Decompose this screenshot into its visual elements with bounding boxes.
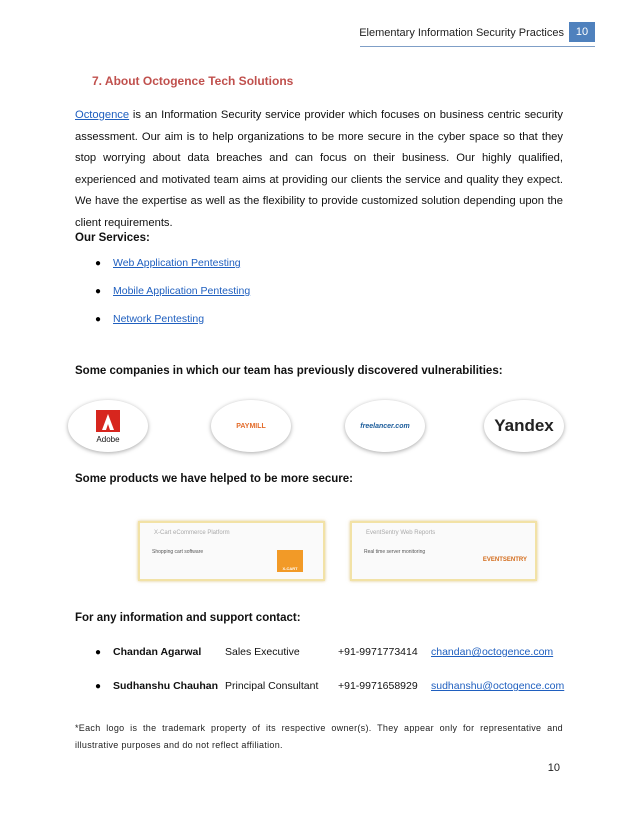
- companies-heading: Some companies in which our team has previously discovered vulnerabilities:: [75, 365, 503, 377]
- bullet-icon: ●: [95, 647, 102, 658]
- products-heading: Some products we have helped to be more secure:: [75, 473, 353, 485]
- bullet-icon: ●: [95, 286, 102, 297]
- product-subtitle: Shopping cart software: [152, 549, 204, 555]
- paymill-logo-text: PAYMILL: [236, 422, 266, 430]
- contact-phone: +91-9971658929: [338, 680, 418, 692]
- contact-name: Chandan Agarwal: [113, 646, 202, 658]
- contact-role: Principal Consultant: [225, 680, 319, 692]
- contact-heading: For any information and support contact:: [75, 612, 301, 624]
- about-paragraph: [75, 105, 563, 234]
- list-item: [95, 680, 565, 694]
- product-subtitle: Real time server monitoring: [364, 549, 426, 555]
- eventsentry-badge-text: EVENTSENTRY: [482, 557, 527, 563]
- header-rule: [360, 46, 595, 47]
- footer-page-number: 10: [547, 762, 560, 774]
- product-card-xcart: [138, 521, 325, 581]
- page-header: [0, 22, 638, 48]
- product-title: EventSentry Web Reports: [366, 530, 436, 536]
- contact-email-link[interactable]: sudhanshu@octogence.com: [431, 680, 565, 692]
- list-item: [95, 313, 250, 341]
- contact-email-link[interactable]: chandan@octogence.com: [431, 646, 554, 658]
- product-title: X-Cart eCommerce Platform: [154, 530, 230, 536]
- adobe-logo-text: Adobe: [96, 435, 120, 444]
- bullet-icon: ●: [95, 681, 102, 692]
- about-text: is an Information Security service provider which focuses on business centric security assessment. Our aim is to help organizations to be more secure in the cyber space so that they stop worrying about data breaches and can focus on their business. Our highly qualified, experienced and motivated team aims at providing our clients the service and quality they expect. We have the expertise as well as the flexibility to provide customized solution depending upon the client requirements.: [75, 109, 563, 229]
- contact-role: Sales Executive: [225, 646, 300, 658]
- octogence-link[interactable]: Octogence: [75, 109, 130, 121]
- bullet-icon: ●: [95, 314, 102, 325]
- bullet-icon: ●: [95, 258, 102, 269]
- services-list: [95, 257, 250, 341]
- yandex-logo-text: Yandex: [494, 416, 554, 435]
- product-card-eventsentry: [350, 521, 537, 581]
- header-title: Elementary Information Security Practices: [359, 27, 564, 39]
- services-heading: Our Services:: [75, 232, 150, 244]
- adobe-logo: [68, 400, 148, 452]
- service-link-mobile[interactable]: Mobile Application Pentesting: [113, 285, 251, 297]
- section-title: 7. About Octogence Tech Solutions: [92, 74, 294, 88]
- xcart-badge: [277, 550, 303, 572]
- freelancer-logo-text: freelancer.com: [360, 422, 410, 430]
- list-item: [95, 285, 250, 313]
- service-link-network[interactable]: Network Pentesting: [113, 313, 205, 325]
- list-item: [95, 646, 565, 660]
- freelancer-logo: [345, 400, 425, 452]
- contact-name: Sudhanshu Chauhan: [113, 680, 218, 692]
- service-link-web[interactable]: Web Application Pentesting: [113, 257, 241, 269]
- paymill-logo: [211, 400, 291, 452]
- list-item: [95, 257, 250, 285]
- header-page-number: 10: [569, 22, 595, 42]
- xcart-badge-text: X-CART: [282, 566, 298, 571]
- contact-phone: +91-9971773414: [338, 646, 418, 658]
- adobe-icon: [88, 406, 128, 446]
- trademark-note: *Each logo is the trademark property of its respective owner(s). They appear only for representative and illustrative purposes and do not reflect affiliation.: [75, 723, 563, 750]
- yandex-logo: [484, 400, 564, 452]
